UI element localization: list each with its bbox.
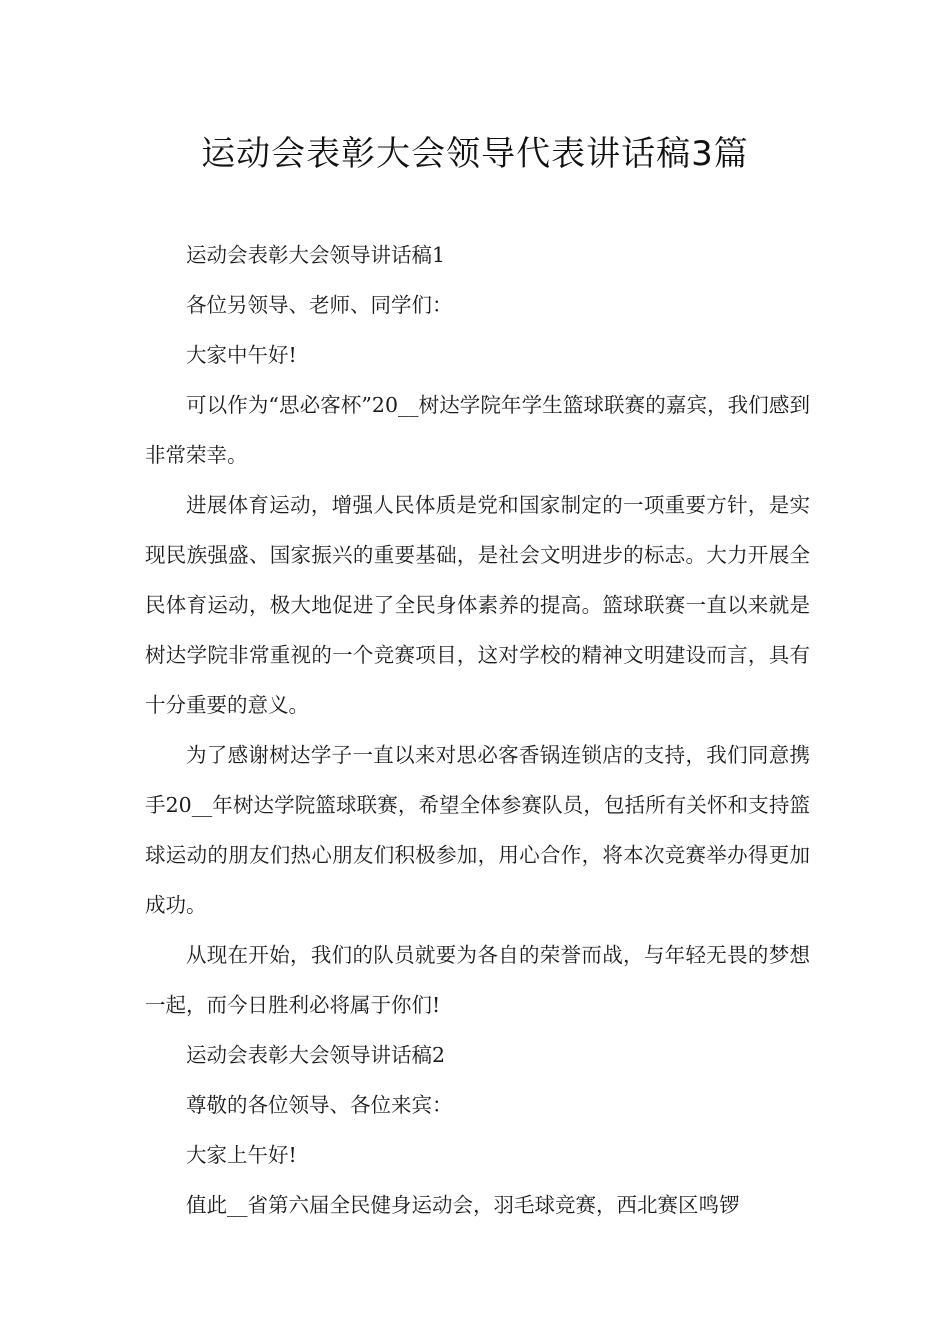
document-body: [145, 230, 810, 1230]
body-paragraph: 从现在开始，我们的队员就要为各自的荣誉而战，与年轻无畏的梦想一起，而今日胜利必将属于你们!: [145, 943, 810, 1017]
salutation-paragraph: 各位另领导、老师、同学们：: [186, 293, 453, 317]
body-paragraph: 可以作为“思必客杯”20__树达学院年学生篮球联赛的嘉宾，我们感到非常荣幸。: [145, 393, 810, 467]
body-paragraph: 为了感谢树达学子一直以来对思必客香锅连锁店的支持，我们同意携手20__年树达学院篮球联赛，希望全体参赛队员，包括所有关怀和支持篮球运动的朋友们热心朋友们积极参加，用心合作，将本次竞赛举办得更加成功。: [145, 743, 810, 917]
body-paragraph: 值此__省第六届全民健身运动会，羽毛球竞赛，西北赛区鸣锣: [186, 1193, 740, 1217]
body-paragraph: 进展体育运动，增强人民体质是党和国家制定的一项重要方针，是实现民族强盛、国家振兴的重要基础，是社会文明进步的标志。大力开展全民体育运动，极大地促进了全民身体素养的提高。篮球联赛一直以来就是树达学院非常重视的一个竞赛项目，这对学校的精神文明建设而言，具有十分重要的意义。: [145, 493, 810, 717]
section-heading-1: 运动会表彰大会领导讲话稿1: [186, 243, 446, 267]
greeting-paragraph: 大家中午好!: [186, 343, 297, 367]
section-heading-2: 运动会表彰大会领导讲话稿2: [186, 1043, 446, 1067]
greeting-paragraph: 大家上午好!: [186, 1143, 297, 1167]
salutation-paragraph: 尊敬的各位领导、各位来宾：: [186, 1093, 453, 1117]
document-title: 运动会表彰大会领导代表讲话稿3篇: [201, 134, 749, 174]
